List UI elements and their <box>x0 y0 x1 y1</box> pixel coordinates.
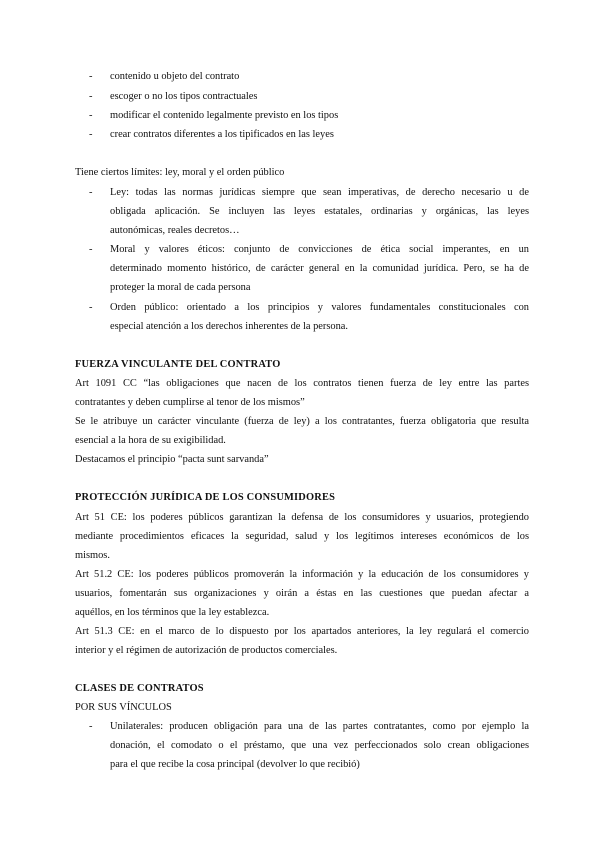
list-item: crear contratos diferentes a los tipificados en las leyes <box>110 129 334 140</box>
paragraph-line: mismos. <box>75 550 110 561</box>
paragraph-line: aquéllos, en los términos que la ley establezca. <box>75 607 270 618</box>
paragraph-line: Art 1091 CC “las obligaciones que nacen de los contratos tienen fuerza de ley entre las partes <box>75 378 529 389</box>
paragraph-line: Art 51.2 CE: los poderes públicos promoverán la información y la educación de los consumidores y <box>75 569 529 580</box>
bullet-dash: - <box>89 187 93 198</box>
bullet-dash: - <box>89 244 93 255</box>
paragraph-line: esencial a la hora de su exigibilidad. <box>75 435 226 446</box>
paragraph-line: Destacamos el principio “pacta sunt sarvanda” <box>75 454 269 465</box>
section-heading-fuerza: FUERZA VINCULANTE DEL CONTRATO <box>75 359 281 370</box>
limites-intro: Tiene ciertos límites: ley, moral y el orden público <box>75 167 285 178</box>
limite-orden-line: Orden público: orientado a los principios y valores fundamentales constitucionales con <box>110 302 529 313</box>
bullet-dash: - <box>89 129 93 140</box>
limite-ley-line: Ley: todas las normas jurídicas siempre que sean imperativas, de derecho necesario u de <box>110 187 529 198</box>
bullet-dash: - <box>89 91 93 102</box>
paragraph-line: Art 51.3 CE: en el marco de lo dispuesto por los apartados anteriores, la ley regulará el comercio <box>75 626 529 637</box>
paragraph-line: interior y el régimen de autorización de productos comerciales. <box>75 645 338 656</box>
clase-item-line: Unilaterales: producen obligación para una de las partes contratantes, como por ejemplo la <box>110 721 529 732</box>
section-heading-proteccion: PROTECCIÓN JURÍDICA DE LOS CONSUMIDORES <box>75 492 336 503</box>
bullet-dash: - <box>89 721 93 732</box>
list-item: contenido u objeto del contrato <box>110 71 240 82</box>
list-item: escoger o no los tipos contractuales <box>110 91 258 102</box>
clase-item-line: para el que recibe la cosa principal (devolver lo que recibió) <box>110 759 360 770</box>
limite-ley-line: obligada aplicación. Se incluyen las leyes estatales, ordinarias y orgánicas, las leyes <box>110 206 529 217</box>
bullet-dash: - <box>89 302 93 313</box>
bullet-dash: - <box>89 110 93 121</box>
section-heading-clases: CLASES DE CONTRATOS <box>75 683 204 694</box>
bullet-dash: - <box>89 71 93 82</box>
subheading-vinculos: POR SUS VÍNCULOS <box>75 702 172 713</box>
limite-moral-line: determinado momento histórico, de carácter general en la comunidad jurídica. Pero, se ha de <box>110 263 529 274</box>
paragraph-line: mediante procedimientos eficaces la seguridad, salud y los legítimos intereses económicos de los <box>75 531 529 542</box>
clase-item-line: donación, el comodato o el préstamo, que una vez perfeccionados solo crean obligaciones <box>110 740 529 751</box>
limite-ley-line: autonómicas, reales decretos… <box>110 225 240 236</box>
paragraph-line: contratantes y deben cumplirse al tenor de los mismos” <box>75 397 305 408</box>
limite-moral-line: proteger la moral de cada persona <box>110 282 251 293</box>
paragraph-line: Art 51 CE: los poderes públicos garantizan la defensa de los consumidores y usuarios, protegiendo <box>75 512 529 523</box>
limite-moral-line: Moral y valores éticos: conjunto de convicciones de ética social imperantes, en un <box>110 244 529 255</box>
paragraph-line: Se le atribuye un carácter vinculante (fuerza de ley) a los contratantes, fuerza obligatoria que resulta <box>75 416 529 427</box>
limite-orden-line: especial atención a los derechos inherentes de la persona. <box>110 321 349 332</box>
list-item: modificar el contenido legalmente previsto en los tipos <box>110 110 339 121</box>
paragraph-line: usuarios, fomentarán sus organizaciones y oirán a éstas en las cuestiones que puedan afectar a <box>75 588 529 599</box>
